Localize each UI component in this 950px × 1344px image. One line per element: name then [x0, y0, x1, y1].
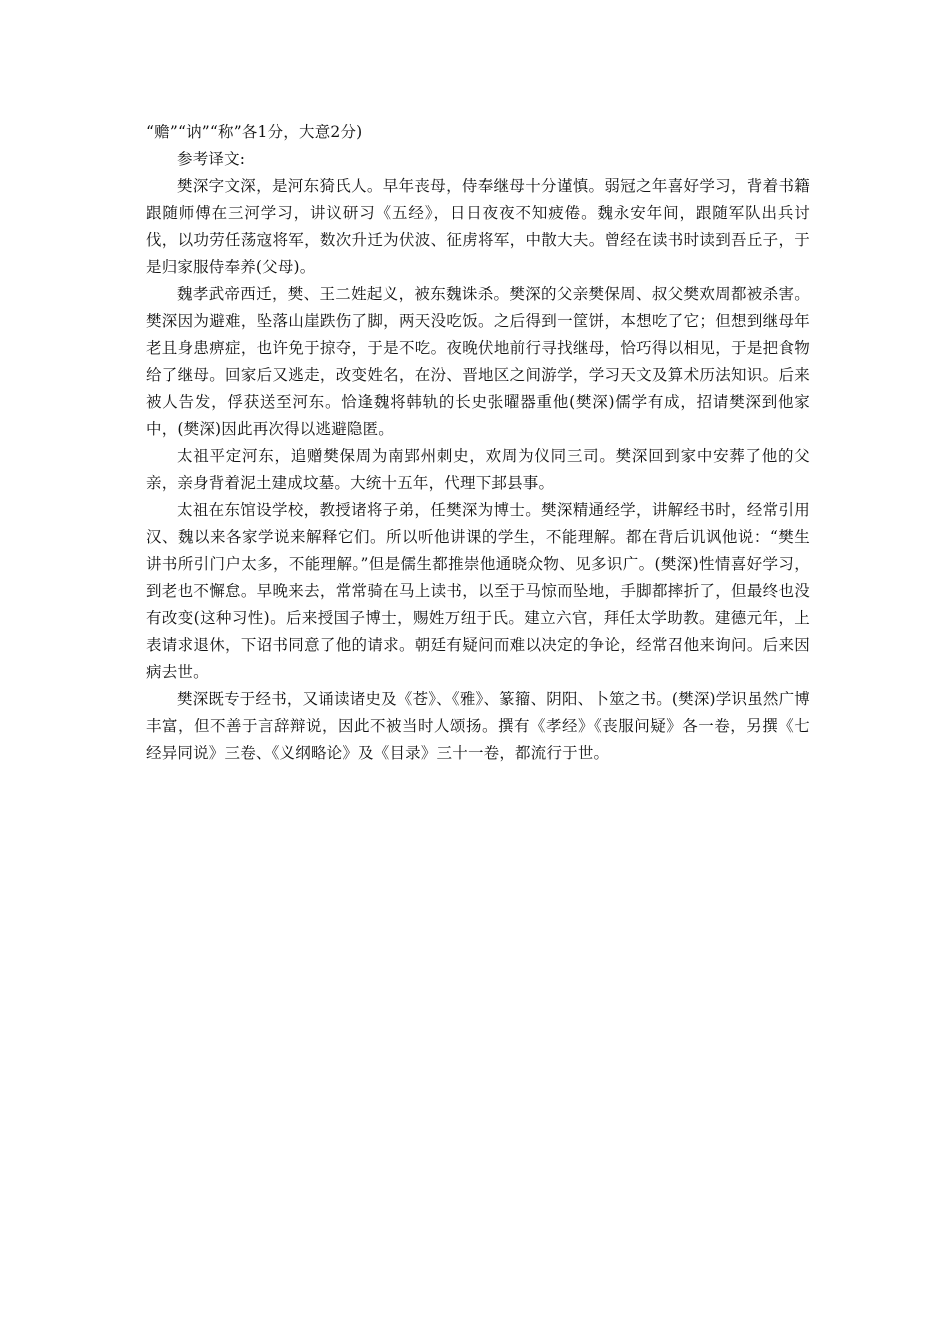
paragraph-4: 太祖在东馆设学校，教授诸将子弟，任樊深为博士。樊深精通经学，讲解经书时，经常引用汉、魏以来各家学说来解释它们。所以听他讲课的学生，不能理解。都在背后讥讽他说：“樊生讲书所引门户太多，不能理解。”但是儒生都推崇他通晓众物、见多识广。(樊深)性情喜好学习，到老也不懈怠。早晚来去，常常骑在马上读书，以至于马惊而坠地，手脚都摔折了，但最终也没有改变(这种习性)。后来授国子博士，赐姓万纽于氏。建立六官，拜任太学助教。建德元年，上表请求退休，下诏书同意了他的请求。朝廷有疑问而难以决定的争论，经常召他来询问。后来因病去世。 — [146, 501, 810, 681]
paragraph-3: 太祖平定河东，追赠樊保周为南郢州刺史，欢周为仪同三司。樊深回到家中安葬了他的父亲，亲身背着泥土建成坟墓。大统十五年，代理下邽县事。 — [146, 447, 810, 492]
scoring-note: “赡”“讷”“称”各1分，大意2分) — [146, 123, 363, 141]
paragraph-1: 樊深字文深，是河东猗氏人。早年丧母，侍奉继母十分谨慎。弱冠之年喜好学习，背着书籍跟随师傅在三河学习，讲议研习《五经》，日日夜夜不知疲倦。魏永安年间，跟随军队出兵讨伐，以功劳任荡寇将军，数次升迁为伏波、征虏将军，中散大夫。曾经在读书时读到吾丘子，于是归家服侍奉养(父母)。 — [146, 177, 810, 276]
section-heading: 参考译文: — [177, 150, 246, 168]
document-body — [146, 119, 810, 767]
paragraph-5: 樊深既专于经书，又诵读诸史及《苍》、《雅》、篆籀、阴阳、卜筮之书。(樊深)学识虽然广博丰富，但不善于言辞辩说，因此不被当时人颂扬。撰有《孝经》《丧服问疑》各一卷，另撰《七经异同说》三卷、《义纲略论》及《目录》三十一卷，都流行于世。 — [146, 690, 810, 762]
paragraph-2: 魏孝武帝西迁，樊、王二姓起义，被东魏诛杀。樊深的父亲樊保周、叔父樊欢周都被杀害。樊深因为避难，坠落山崖跌伤了脚，两天没吃饭。之后得到一筐饼，本想吃了它；但想到继母年老且身患痹症，也许免于掠夺，于是不吃。夜晚伏地前行寻找继母，恰巧得以相见，于是把食物给了继母。回家后又逃走，改变姓名，在汾、晋地区之间游学，学习天文及算术历法知识。后来被人告发，俘获送至河东。恰逢魏将韩轨的长史张曜器重他(樊深)儒学有成，招请樊深到他家中，(樊深)因此再次得以逃避隐匿。 — [146, 285, 810, 438]
